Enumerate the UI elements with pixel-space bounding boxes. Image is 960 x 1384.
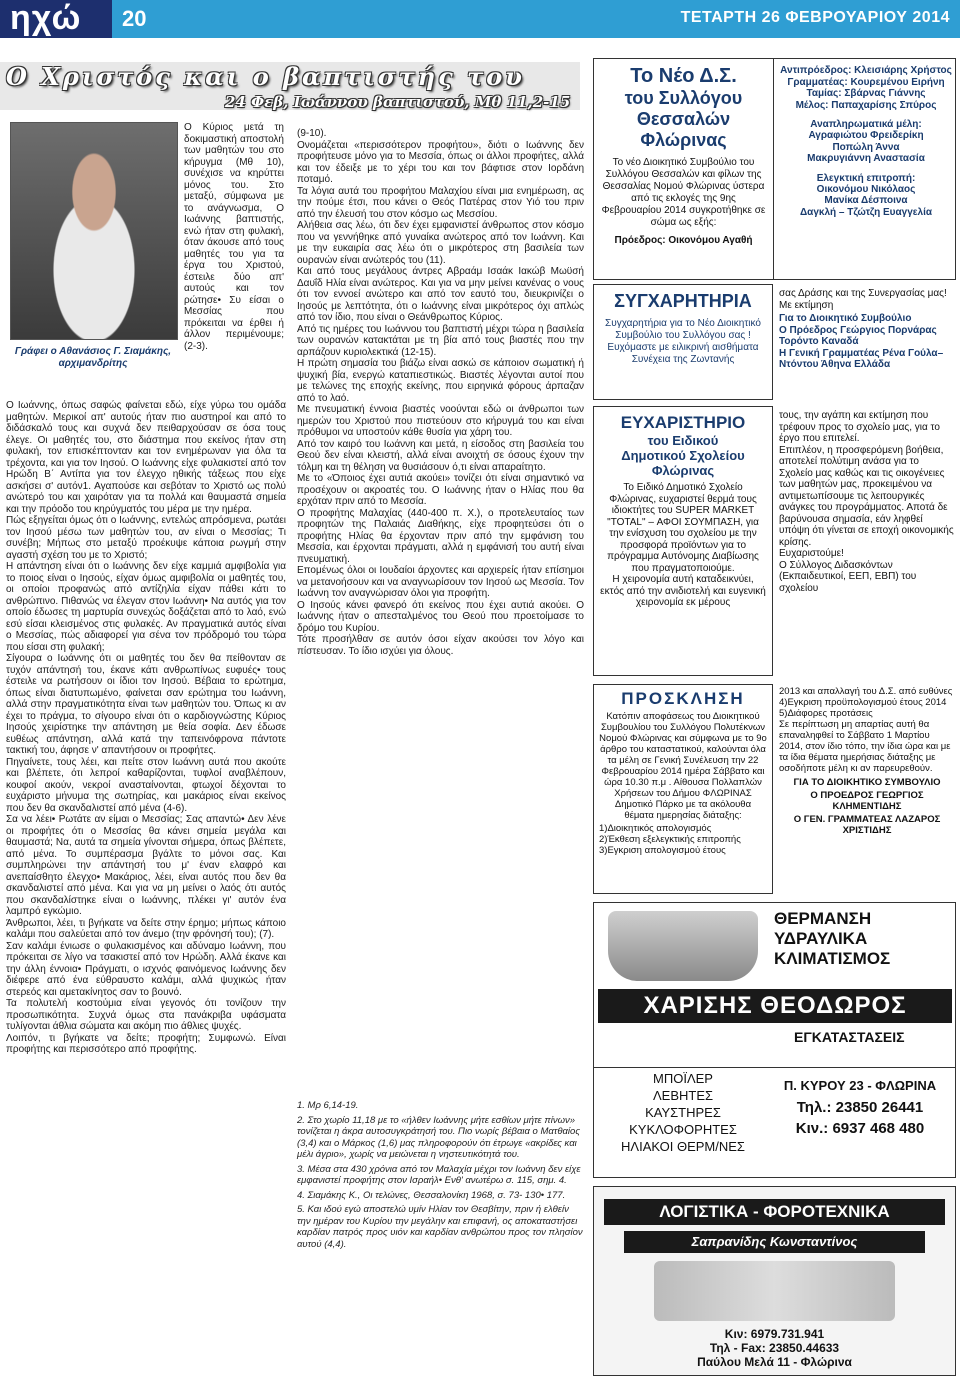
service-plumbing: ΥΔΡΑΥΛΙΚΑ bbox=[774, 929, 868, 948]
ad-congratulations bbox=[593, 284, 956, 400]
footnote: 2. Στο χωρίο 11,18 με το «ήλθεν Ιωάννης μήτε εσθίων μήτε πίνων» τονίζεται η άκρα αυτοσυγκράτησή του. Πιο νωρίς βέβαια ο Ματθαίος (3,4) και ο Μάρκος (1,6) μας πληροφορούν ότι έτρωγε «ακρίδες και μέλι άγριο», χωρίς να μειώνεται η νηστευτικότητά του. bbox=[297, 1114, 580, 1160]
ad-subtitle: Φλώρινας bbox=[651, 463, 715, 478]
ad-accounting bbox=[593, 1186, 956, 1376]
ad-audit-title: Ελεγκτική επιτροπή: bbox=[816, 172, 916, 184]
plumber-mobile: Κιν.: 6937 468 480 bbox=[795, 1120, 925, 1137]
ad-title: Το Νέο Δ.Σ. bbox=[630, 65, 737, 87]
ad-board-list: Αντιπρόεδρος: Κλεισιάρης Χρήστος Γραμματέας: Κουρεμένου Ειρήνη Ταμίας: Σβάρνας Γιάννης Μέλος: Παπαχαρίσης Σπύρος bbox=[780, 65, 952, 111]
ad-body: Κατόπιν αποφάσεως του Διοικητικού Συμβουλίου του Συλλόγου Πολυτέκνων Νομού Φλώρινας και σύμφωνα με το 9ο άρθρο του καταστατικού, καλούνται όλα τα μέλη σε Γενική Συνέλευση την 22 Φεβρουαρίου 2014 ημέρα Σάββατο και ώρα 10.30 π.μ . Αίθουσα Πολλαπλών Χρήσεων του Δήμου ΦΛΩΡΙΝΑΣ Δημοτικό Πάρκο με τα ακόλουθα θέματα ημερησίας διάταξης: bbox=[599, 711, 767, 821]
plumber-address: Π. ΚΥΡΟΥ 23 - ΦΛΩΡΙΝΑ bbox=[783, 1078, 937, 1093]
article-intro: Ο Κύριος μετά τη δοκιμαστική αποστολή των μαθητών του στο κήρυγμα (Μθ 10), συνέχισε να κηρύττει μόνος του. Στο μεταξύ, σύμφωνα με το ανάγνωσμα, Ο Ιωάννης βαπτιστής, ενώ ήταν στη φυλακή, όταν άκουσε από τους μαθητές του για τα έργα του Χριστού, έστειλε δύο απ' αυτούς και τον ρώτησε• Συ είσαι ο Μεσσίας που πρόκειται να έρθει ή άλλον περιμένουμε; (2-3). bbox=[184, 122, 284, 352]
ad-audit: Οικονόμου Νικόλαος Μανίκα Δέσποινα Δαγκλή – Τζώτζη Ευαγγελία bbox=[799, 183, 932, 218]
accounting-address: Παύλου Μελά 11 - Φλώρινα bbox=[697, 1355, 852, 1369]
accountant-name: Σαπρανίδης Κωνσταντίνος bbox=[624, 1231, 925, 1253]
product-item: ΚΥΚΛΟΦΟΡΗΤΕΣ bbox=[629, 1122, 737, 1137]
ad-president: Πρόεδρος: Οικονόμου Αγαθή bbox=[614, 235, 753, 246]
ad-title: ΠΡΟΣΚΛΗΣΗ bbox=[621, 689, 745, 708]
article-title: Ο Χριστός και ο βαπτιστής του bbox=[6, 62, 525, 91]
ad-title: του Συλλόγου bbox=[624, 88, 743, 108]
ad-new-board bbox=[593, 58, 956, 280]
ad-body-cont: 2013 και απαλλαγή του Δ.Σ. από ευθύνες 4)Εγκριση προϋπολογισμού έτους 2014 5)Διάφορες προτάσεις Σε περίπτωση μη απαρτίας αυτή θα επαναληφθεί το Σάββατο 1 Μαρτίου 2014, στον ίδιο τόπο, την ίδια ώρα και με τα ίδια θέματα ημερήσιας διάταξης με οσοδήποτε μέλη κι αν παρευρεθούν. bbox=[779, 686, 953, 774]
newspaper-logo: ηχώ bbox=[0, 0, 112, 38]
ad-sig: Ο ΠΡΟΕΔΡΟΣ ΓΕΩΡΓΙΟΣ ΚΛΗΜΕΝΤΙΔΗΣ bbox=[810, 790, 924, 812]
ad-sig: Ο ΓΕΝ. ΓΡΑΜΜΑΤΕΑΣ ΛΑΖΑΡΟΣ ΧΡΙΣΤΙΔΗΣ bbox=[793, 814, 941, 836]
ad-title: Φλώρινας bbox=[640, 130, 727, 150]
faucet-icon bbox=[608, 911, 758, 981]
accounting-artwork bbox=[654, 1261, 895, 1321]
ad-subtitle: Δημοτικού Σχολείου bbox=[621, 448, 745, 463]
ad-body-cont: τους, την αγάπη και εκτίμηση που τρέφουν προς το σχολείο μας, για το έργο που επιτελεί. Επιπλέον, η προσφερόμενη βοήθεια, αποτελεί πολύτιμη ανάσα για το Σχολείο μας καθώς και τις οικογένειες των μαθητών μας, προκειμένου να αντιμετωπίσουμε τις λειτουργικές ανάγκες του προγράμματος. Αποτά δε βαρύνουσα σημασία, εάν ληφθεί υπόψη ότι γίνεται σε εποχή οικονομικής κρίσης. Ευχαριστούμε! Ο Σύλλογος Διδασκόντων (Εκπαιδευτικοί, ΕΕΠ, ΕΒΠ) του σχολείου bbox=[779, 410, 954, 594]
service-heating: ΘΕΡΜΑΝΣΗ bbox=[774, 909, 872, 928]
page-header bbox=[0, 0, 960, 38]
article-footnotes bbox=[297, 1100, 584, 1253]
accounting-tel: Τηλ - Fax: 23850.44633 bbox=[709, 1341, 840, 1355]
ad-title: ΕΥΧΑΡΙΣΤΗΡΙΟ bbox=[620, 413, 746, 432]
issue-date: ΤΕΤΑΡΤΗ 26 ΦΕΒΡΟΥΑΡΙΟΥ 2014 bbox=[680, 9, 950, 26]
page-number: 20 bbox=[122, 6, 147, 31]
plumber-name: ΧΑΡΙΣΗΣ ΘΕΟΔΩΡΟΣ bbox=[598, 989, 952, 1023]
footnote: 5. Και ιδού εγώ αποστελώ υμίν Ηλίαν τον Θεσβίτην, πριν ή ελθείν την ημέραν του Κυρίου την μεγάλην και επιφανή, ος αποκαταστήσει καρδίαν πατρός προς υιόν και καρδίαν ανθρώπου προς τον πλησίον αυτού (4,4). bbox=[297, 1204, 583, 1250]
ad-agenda: 1)Διοικητικός απολογισμός 2)Έκθεση εξελεγκτικής επιτροπής 3)Εγκριση απολογισμού έτους bbox=[599, 823, 741, 856]
ad-body: Το Ειδικό Δημοτικό Σχολείο Φλώρινας, ευχαριστεί θερμά τους ιδιοκτήτες του SUPER MARKET "TOTAL" – ΑΦΟΙ ΣΟΥΜΠΑΣΗ, για την ενίσχυση του σχολείου με την προσφορά προϊόντων για το πρόγραμμα Αυτόνομης Διαβίωσης που πραγματοποιούμε. Η χειρονομία αυτή καταδεικνύει, εκτός από την ανιδιοτελή και ευγενική χειρονομία εκ μέρους bbox=[600, 482, 766, 608]
ad-invitation bbox=[593, 684, 956, 896]
article-column-2: (9-10). Ονομάζεται «περισσότερον προφήτου», διότι ο Ιωάννης δεν προφήτευσε μόνο για το Μεσσία, όπως οι άλλοι προφήτες, αλλά και τον έδειξε με το χέρι του και τον βάφτισε στον Ιορδάνη ποταμό. Τα λόγια αυτά του προφήτου Μαλαχίου είναι μια ενημέρωση, ας την πούμε έτσι, που κάνει ο Θεός Πατέρας στον Υιό του πριν από την έλευσή του στον κόσμο ως Μεσσίου. Αλήθεια σας λέω, ότι δεν έχει εμφανιστεί άνθρωπος στον κόσμο που να γεννήθηκε από γυναίκα ανώτερος από τον Ιωάννη. Και με την ευκαιρία σας λέω ότι ο μικρότερος στη βασιλεία των ουρανών είναι ανώτερός του (11). Και από τους μεγάλους άντρες Αβραάμ Ισαάκ Ιακώβ Μωϋσή Δαυΐδ Ηλία είναι ανώτερος. Και για να μην μείνει κανένας ο νους ότι τον εννοεί ανώτερο και από τον εαυτό του, διευκρινίζει ο Ιησούς με λεπτότητα, ότι ο Ιωάννης είναι μικρότερος όχι απλώς από τον ίδιο, που είναι ο Θεάνθρωπος Κύριος. Από τις ημέρες του Ιωάννου του βαπτιστή μέχρι τώρα η βασιλεία των ουρανών κατακτάται με τη βία από τους βιαστές που την αρπάζουν κυριολεκτικά (12-15). Η πρώτη σημασία του βιάζω είναι ασκώ σε κάποιον σωματική ή ψυχική βία, ενεργώ καταπιεστικώς. Βιαστές λέγονται αυτοί που με τελώνες της εποχής εκείνης, που ειρηνικά φόρους άρπαζαν από το λαό. Με πνευματική έννοια βιαστές νοούνται εδώ οι άνθρωποι των ημερών του Χριστού που πιστεύουν στο κήρυγμά του και είναι πρόθυμοι να υποστούν κάθε θυσία για χάρη του. Από τον καιρό του Ιωάννη και μετά, η είσοδος στη βασιλεία του Θεού δεν είναι κλειστή, αλλά είναι ανοιχτή σε όσους έχουν την τόλμη και τη θέληση να θυσιάσουν ό,τι είναι απαραίτητο. Με το «Όποιος έχει αυτιά ακούει» τονίζει ότι είναι σημαντικό να προσέχουν οι ακροατές του. Ο Ιωάννης ήταν ο Ηλίας που θα ερχόταν πριν από το Μεσσία. Ο προφήτης Μαλαχίας (440-400 π. Χ.), ο προτελευταίος των προφητών της Παλαιάς Διαθήκης, είχε προφητεύσει ότι ο προφήτης Ηλίας θα έρχονταν πριν από την εμφάνιση του Μεσσία, και έρχονται πράγματι, αλλά η εμφάνισή του αυτή είναι πνευματική. Επομένως όλοι οι Ιουδαίοι άρχοντες και αρχιερείς ήταν επίσημοι να μετανοήσουν και να αναγνωρίσουν τον Ιησού ως Μεσσία. Τον Ιωάννη τον αναγνώρισαν όλοι για προφήτη. Ο Ιησούς κάνει φανερό ότι εκείνος που έχει αυτιά ακούει. Ο Ιωάννης ήταν ο απεσταλμένος του Θεού που προετοίμασε το δρόμο του Κυρίου. Τότε προσήλθαν σε αυτόν όσοι είχαν ακούσει τον λόγο και πίστευσαν. Το ίδιο ισχύει για όλους. bbox=[297, 128, 584, 657]
article-subtitle: 24 Φεβ, Ιωάννου βαπτιστού, Μθ 11,2-15 bbox=[225, 93, 571, 111]
footnote: 3. Μέσα στα 430 χρόνια από τον Μαλαχία μέχρι τον Ιωάννη δεν είχε εμφανιστεί προφήτης στον Ισραήλ• Ενθ' ανωτέρω σ. 115, σημ. 4. bbox=[297, 1163, 581, 1186]
plumber-phone: Τηλ.: 23850 26441 bbox=[796, 1099, 924, 1116]
accounting-mobile: Κιν: 6979.731.941 bbox=[724, 1327, 825, 1341]
ad-plumbing-details bbox=[593, 1068, 956, 1178]
footnote: 1. Μρ 6,14-19. bbox=[297, 1100, 359, 1111]
product-item: ΛΕΒΗΤΕΣ bbox=[652, 1088, 714, 1103]
service-installations: ΕΓΚΑΤΑΣΤΑΣΕΙΣ bbox=[794, 1029, 905, 1045]
ad-title: Θεσσαλών bbox=[636, 109, 731, 129]
ad-members: Αγραφιώτου Φρειδερίκη Ποπώλη Άννα Μακρυγιάννη Αναστασία bbox=[807, 130, 925, 164]
article-column-1: Ο Ιωάννης, όπως σαφώς φαίνεται εδώ, είχε γύρω του ομάδα μαθητών. Μερικοί απ' αυτούς ήταν πιο αυστηροί και από το διδάσκαλό τους και συχνά δεν πειθαρχούσαν σε όσα τους έλεγε. Οι μαθητές του, στο διάστημα που εκείνος ήταν στη φυλακή, τον επισκέπτονταν και τον ενημέρωναν για όλα τα τρέχοντα, και για τον Ιησού. Ο Ιωάννης είχε φυλακιστεί από τον Ηρώδη Β΄ Αντίπα για τον έλεγχο ηθικής τάξεως που είχε ασκήσει σ' αυτόν1. Αγαπούσε και σεβόταν το Χριστό ως πολύ ανώτερό του και χαιρόταν για τα πολλά και θαυμαστά σημεία και την πρόοδο του κηρύγματός του μέρα με την ημέρα. Πώς εξηγείται όμως ότι ο Ιωάννης, εντελώς απρόσμενα, ρωτάει τον Ιησού μέσω των μαθητών του, αν είναι ο Μεσσίας; Τι συνέβη; Μήπως στο μεταξύ προέκυψε κάποια ρωγμή στην αγαστή σχέση του με το Χριστό; Η απάντηση είναι ότι ο Ιωάννης δεν είχε καμμιά αμφιβολία για το ποιος είναι ο Ιησούς, είχαν όμως αμφιβολία οι μαθητές του, οι οποίοι προφανώς από αντίζηλία είχαν πάθει κάτι το ανθρώπινο. Πιθανώς να έλεγαν στον Ιωάννη• Να αυτός για τον οποίο έδωσες τη μαρτυρία συνεχώς δοξάζεται από το λαό, ενώ εσύ είσαι κλεισμένος στις φυλακές. Αν πραγματικά αυτός είναι ο Μεσσίας, πώς αδιαφορεί για σένα τον πρόδρομό του τώρα που είσαι στη φυλακή; Σίγουρα ο Ιωάννης ότι οι μαθητές του δεν θα πείθονταν σε τυχόν απάντησή του, έκανε κάτι ανθρωπίνως ευφυές• τους έστειλε να ρωτήσουν οι ίδιοι τον Ιησού. Βέβαια το ερώτημα, όπως είναι διατυπωμένο, φαίνεται σαν ερώτημα του Ιωάννη, αλλά στην πραγματικότητα είναι των μαθητών του. Όπως κι αν έχει το πράγμα, το σίγουρο είναι ότι ο καρδιογνώστης Κύριος Ιησούς χειρίστηκε την απάντηση με θεία σοφία. Δεν έδωσε ευθέως απάντηση, αλλά κατά την ταπεινόφρονα πάντοτε τακτική του, άφησε ν' απαντήσουν οι προφήτες. Πηγαίνετε, τους λέει, και πείτε στον Ιωάννη αυτά που ακούτε και βλέπετε, ότι λεπροί καθαρίζονται, τυφλοί αναβλέπουν, κουφοί ακούν, νεκροί ανασταίνονται, φτωχοί δέχονται το ευχάριστο μήνυμα της σωτηρίας, και μακάριος είναι εκείνος που δεν θα σκανδαλιστεί από μένα (4-6). Σα να λέει• Ρωτάτε αν είμαι ο Μεσσίας; Σας απαντώ• Δεν λένε οι προφήτες ότι ο Μεσσίας θα κάνει σημεία μεγάλα και θαυμαστά; Να, αυτά τα σημεία γίνονται σήμερα, όπως βλέπετε, από μένα. Το συμπέρασμα βγάλτε το μόνοι σας. Και συμπληρώνει την απάντησή του μ' έναν ελαφρό και ανεπαίσθητο έλεγχο• Μακάριος, λέει, είναι αυτός που δεν θα σκανδαλιστεί από μένα. Και για να μη μείνει ο λαός ότι αυτός που σκανδαλίστηκε είναι ο Ιωάννης, πλέκει γι' αυτόν ένα λαμπρό εγκώμιο. Άνθρωποι, λέει, τι βγήκατε να δείτε στην έρημο; μήπως κάποιο καλάμι που σαλεύεται από τον άνεμο (την φρόνησή του); (7). Σαν καλάμι ένιωσε ο φυλακισμένος και αδύναμο Ιωάννη, που πρόκειται σε λίγο να τσακιστεί από τον Ηρώδη. Αλλά έκανε και την άλλη έννοια• Πράγματι, ο ισχνός φαινόμενος Ιωάννης δεν διέφερε από ένα εύθραυστο καλάμι, αλλά ψυχικώς ήταν στερεός και αμετακίνητος σαν το βουνό. Τα πολυτελή κοστούμια είναι γεγονός ότι τονίζουν την προσωπικότητα. Συχνά όμως στα πανάκριβα υφάσματα τυλίγονται άθλια σώματα και ακόμη πιο άθλιες ψυχές. Λοιπόν, τι βγήκατε να δείτε; προφήτη; Συμφωνώ. Είναι προφήτης και περισσότερο από προφήτης. bbox=[6, 400, 286, 1055]
product-item: ΗΛΙΑΚΟΙ ΘΕΡΜ/ΝΕΣ bbox=[621, 1139, 745, 1154]
ad-title: ΛΟΓΙΣΤΙΚΑ - ΦΟΡΟΤΕΧΝΙΚΑ bbox=[604, 1199, 945, 1225]
photo-caption: Γράφει ο Αθανάσιος Γ. Σιαμάκης, αρχιμανδρίτης bbox=[14, 346, 172, 369]
service-ac: ΚΛΙΜΑΤΙΣΜΟΣ bbox=[774, 949, 891, 968]
ad-body: Συγχαρητήρια για το Νέο Διοικητικό Συμβούλιο του Συλλόγου σας ! Ευχόμαστε με ειλικρινή αισθήματα Συνέχεια της Ζωντανής bbox=[605, 318, 761, 365]
ad-plumbing bbox=[593, 902, 956, 1068]
author-photo bbox=[10, 122, 178, 340]
ad-signature: Για το Διοικητικό Συμβούλιο Ο Πρόεδρος Γεώργιος Πορνάρας Τορόντο Καναδά Η Γενική Γραμματέας Ρένα Γούλα–Ντόντου Άθηνα Ελλάδα bbox=[779, 313, 944, 370]
ad-title: ΣΥΓΧΑΡΗΤΗΡΙΑ bbox=[614, 291, 752, 311]
ad-subtitle: του Ειδικού bbox=[647, 433, 719, 448]
product-item: ΜΠΟΪΛΕΡ bbox=[653, 1071, 713, 1086]
ad-thanks bbox=[593, 406, 956, 678]
footnote: 4. Σιαμάκης Κ., Οι τελώνες, Θεσσαλονίκη 1968, σ. 73- 130• 177. bbox=[297, 1189, 566, 1201]
ad-body: Το νέο Διοικητικό Συμβούλιο του Συλλόγου Θεσσαλών και φίλων της Θεσσαλίας Νομού Φλώρινας ύστερα από τις εκλογές της 9ης Φεβρουαρίου 2014 συγκροτήθηκε σε σώμα ως εξής: bbox=[601, 157, 766, 228]
product-item: ΚΑΥΣΤΗΡΕΣ bbox=[645, 1105, 721, 1120]
ad-members-title: Αναπληρωματικά μέλη: bbox=[810, 119, 922, 130]
ad-sig: ΓΙΑ ΤΟ ΔΙΟΙΚΗΤΙΚΟ ΣΥΜΒΟΥΛΙΟ bbox=[793, 777, 941, 788]
ad-body-cont: σας Δράσης και της Συνεργασίας μας! Με εκτίμηση bbox=[779, 288, 947, 311]
